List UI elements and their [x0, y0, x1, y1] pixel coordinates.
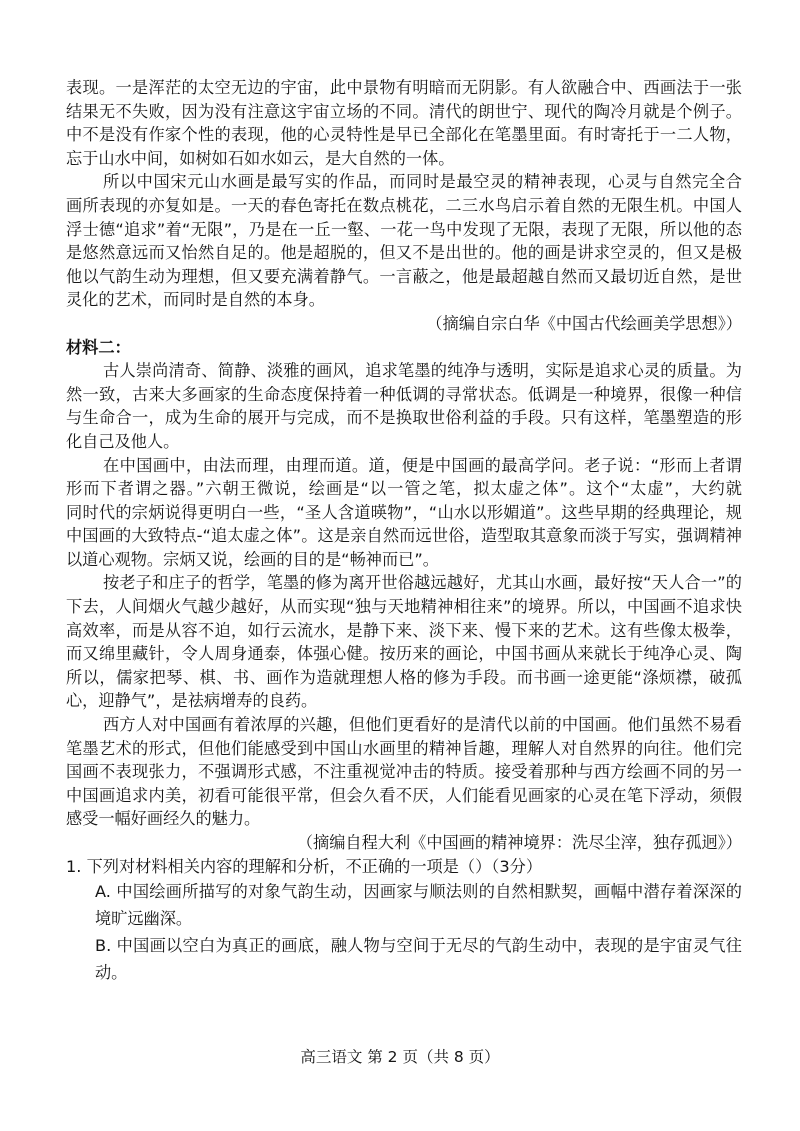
paragraph-line: 结果无不失败，因为没有注意这宇宙立场的不同。清代的朗世宁、现代的陶冷月就是个例子。: [66, 101, 742, 121]
paragraph-line: 形而下者谓之器。”六朝王微说，绘画是“以一管之笔，拟太虚之体”。这个“太虚”，大约就: [66, 479, 742, 499]
paragraph-line: 中国画追求内美，初看可能很平常，但会久看不厌，人们能看见画家的心灵在笔下浮动，须假: [66, 785, 742, 805]
paragraph-line: 古人崇尚清奇、简静、淡雅的画风，追求笔墨的纯净与透明，实际是追求心灵的质量。为: [103, 361, 742, 381]
paragraph-line: 化自己及他人。: [66, 431, 180, 451]
paragraph-line: 下去，人间烟火气越少越好，从而实现“独与天地精神相往来”的境界。所以，中国画不追求快: [66, 597, 742, 617]
paragraph-line: 与生命合一，成为生命的展开与完成，而不是换取世俗利益的手段。只有这样，笔墨塑造的形: [66, 408, 742, 428]
option-a-line: A. 中国绘画所描写的对象气韵生动，因画家与顺法则的自然相默契，画幅中潜存着深深的: [95, 882, 742, 902]
paragraph-line: 表现。一是浑茫的太空无边的宇宙，此中景物有明暗而无阴影。有人欲融合中、西画法于一张: [66, 78, 742, 97]
document-body: [66, 76, 742, 986]
paragraph-line: 以道心观物。宗炳又说，绘画的目的是“畅神而已”。: [66, 549, 439, 569]
paragraph-line: 在中国画中，由法而理，由理而道。道，便是中国画的最高学问。老子说：“形而上者谓: [103, 455, 742, 475]
paragraph-line: 国画不表现张力，不强调形式感，不注重视觉冲击的特质。接受着那种与西方绘画不同的另一: [66, 762, 742, 782]
paragraph-line: 按老子和庄子的哲学，笔墨的修为离开世俗越远越好，尤其山水画，最好按“天人合一”的: [103, 573, 742, 593]
paragraph-line: 中不是没有作家个性的表现，他的心灵特性是早已全部化在笔墨里面。有时寄托于一二人物，: [66, 125, 742, 145]
source-citation: （摘编自宗白华《中国古代绘画美学思想》）: [426, 313, 742, 333]
paragraph-line: 所以中国宋元山水画是最写实的作品，而同时是最空灵的精神表现，心灵与自然完全合: [103, 172, 742, 192]
paragraph-line: 画所表现的亦复如是。一天的春色寄托在数点桃花，二三水鸟启示着自然的无限生机。中国人: [66, 195, 742, 215]
section-heading: 材料二：: [66, 337, 131, 357]
paragraph-line: 浮士德“追求”着“无限”，乃是在一丘一壑、一花一鸟中发现了无限，表现了无限，所以他的态: [66, 219, 742, 239]
source-citation: （摘编自程大利《中国画的精神境界：洗尽尘滓，独存孤迥》）: [296, 833, 742, 852]
option-a-line: 境旷远幽深。: [95, 909, 193, 929]
paragraph-line: 西方人对中国画有着浓厚的兴趣，但他们更看好的是清代以前的中国画。他们虽然不易看: [103, 715, 742, 735]
option-b-line: 动。: [95, 963, 128, 983]
page-footer: 高三语文 第 2 页（共 8 页）: [300, 1048, 500, 1066]
paragraph-line: 感受一幅好画经久的魅力。: [66, 809, 261, 829]
paragraph-line: 高效率，而是从容不迫，如行云流水，是静下来、淡下来、慢下来的艺术。这有些像太极拳，: [66, 620, 742, 640]
paragraph-line: 然一致，古来大多画家的生命态度保持着一种低调的寻常状态。低调是一种境界，很像一种信: [66, 384, 742, 404]
paragraph-line: 所以，儒家把琴、棋、书、画作为造就理想人格的修为手段。而书画一途更能“涤烦襟，破孤: [66, 667, 742, 687]
paragraph-line: 中国画的大致特点-“追太虚之体”。这是亲自然而远世俗，造型取其意象而淡于写实，强调精神: [66, 526, 742, 546]
paragraph-line: 笔墨艺术的形式，但他们能感受到中国山水画里的精神旨趣，理解人对自然界的向往。他们完: [66, 738, 742, 758]
paragraph-line: 是悠然意远而又怡然自足的。他是超脱的，但又不是出世的。他的画是讲求空灵的，但又是极: [66, 243, 742, 263]
option-b-line: B. 中国画以空白为真正的画底，融人物与空间于无尽的气韵生动中，表现的是宇宙灵气往: [95, 936, 742, 956]
paragraph-line: 忘于山水中间，如树如石如水如云，是大自然的一体。: [66, 148, 455, 168]
paragraph-line: 同时代的宗炳说得更明白一些，“圣人含道暎物”，“山水以形媚道”。这些早期的经典理论，规: [66, 502, 742, 522]
paragraph-line: 灵化的艺术，而同时是自然的本身。: [66, 290, 325, 310]
paragraph-line: 而又绵里藏针，令人周身通泰，体强心健。按历来的画论，中国书画从来就长于纯净心灵、陶: [66, 644, 742, 664]
question-stem: 1. 下列对材料相关内容的理解和分析，不正确的一项是（）（3分）: [66, 856, 543, 876]
paragraph-line: 心，迎静气”，是祛病增寿的良药。: [66, 691, 318, 711]
paragraph-line: 他以气韵生动为理想，但又要充满着静气。一言蔽之，他是最超越自然而又最切近自然，是世: [66, 266, 742, 286]
